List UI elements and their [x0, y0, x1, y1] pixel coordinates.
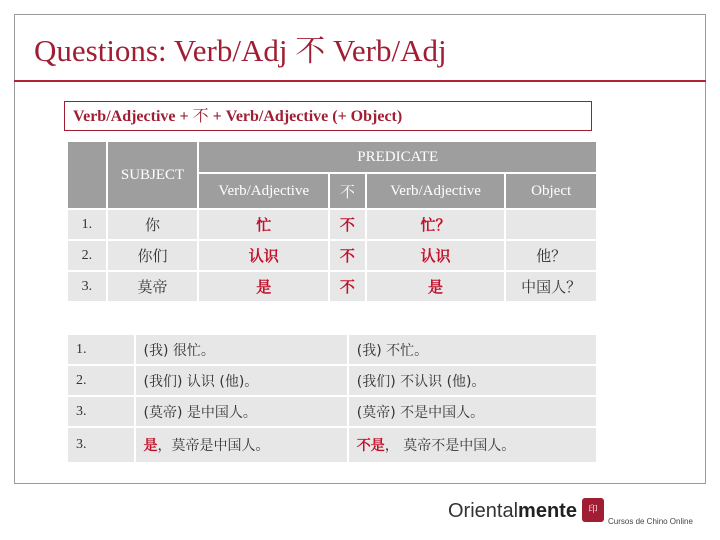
- examples-table: [66, 333, 598, 464]
- header-bu: 不: [329, 173, 366, 209]
- header-object: Object: [505, 173, 597, 209]
- header-predicate: PREDICATE: [198, 141, 597, 173]
- formula-box: Verb/Adjective + 不 + Verb/Adjective (+ Object): [64, 101, 592, 131]
- header-verb-adj-2: Verb/Adjective: [366, 173, 506, 209]
- table-row: 3. 莫帝 是 不 是 中国人？: [67, 271, 597, 302]
- header-verb-adj-1: Verb/Adjective: [198, 173, 329, 209]
- slide-title: Questions: Verb/Adj 不 Verb/Adj: [34, 33, 447, 69]
- structure-table: [66, 140, 598, 303]
- table-row: 1. (我) 很忙。 (我) 不忙。: [67, 334, 597, 365]
- table-row: 3. 是，莫帝是中国人。 不是， 莫帝不是中国人。: [67, 427, 597, 463]
- table-row: 1. 你 忙 不 忙？: [67, 209, 597, 240]
- brand-tagline: Cursos de Chino Online: [608, 517, 693, 526]
- header-subject: SUBJECT: [107, 141, 199, 209]
- table-row: 2. (我们) 认识 (他)。 (我们) 不认识 (他)。: [67, 365, 597, 396]
- seal-icon: 印: [582, 498, 604, 522]
- table-row: 3. (莫帝) 是中国人。 (莫帝) 不是中国人。: [67, 396, 597, 427]
- brand-logo: Orientalmente: [448, 500, 577, 522]
- title-divider: [14, 80, 706, 82]
- header-blank: [67, 141, 107, 209]
- table-row: 2. 你们 认识 不 认识 他？: [67, 240, 597, 271]
